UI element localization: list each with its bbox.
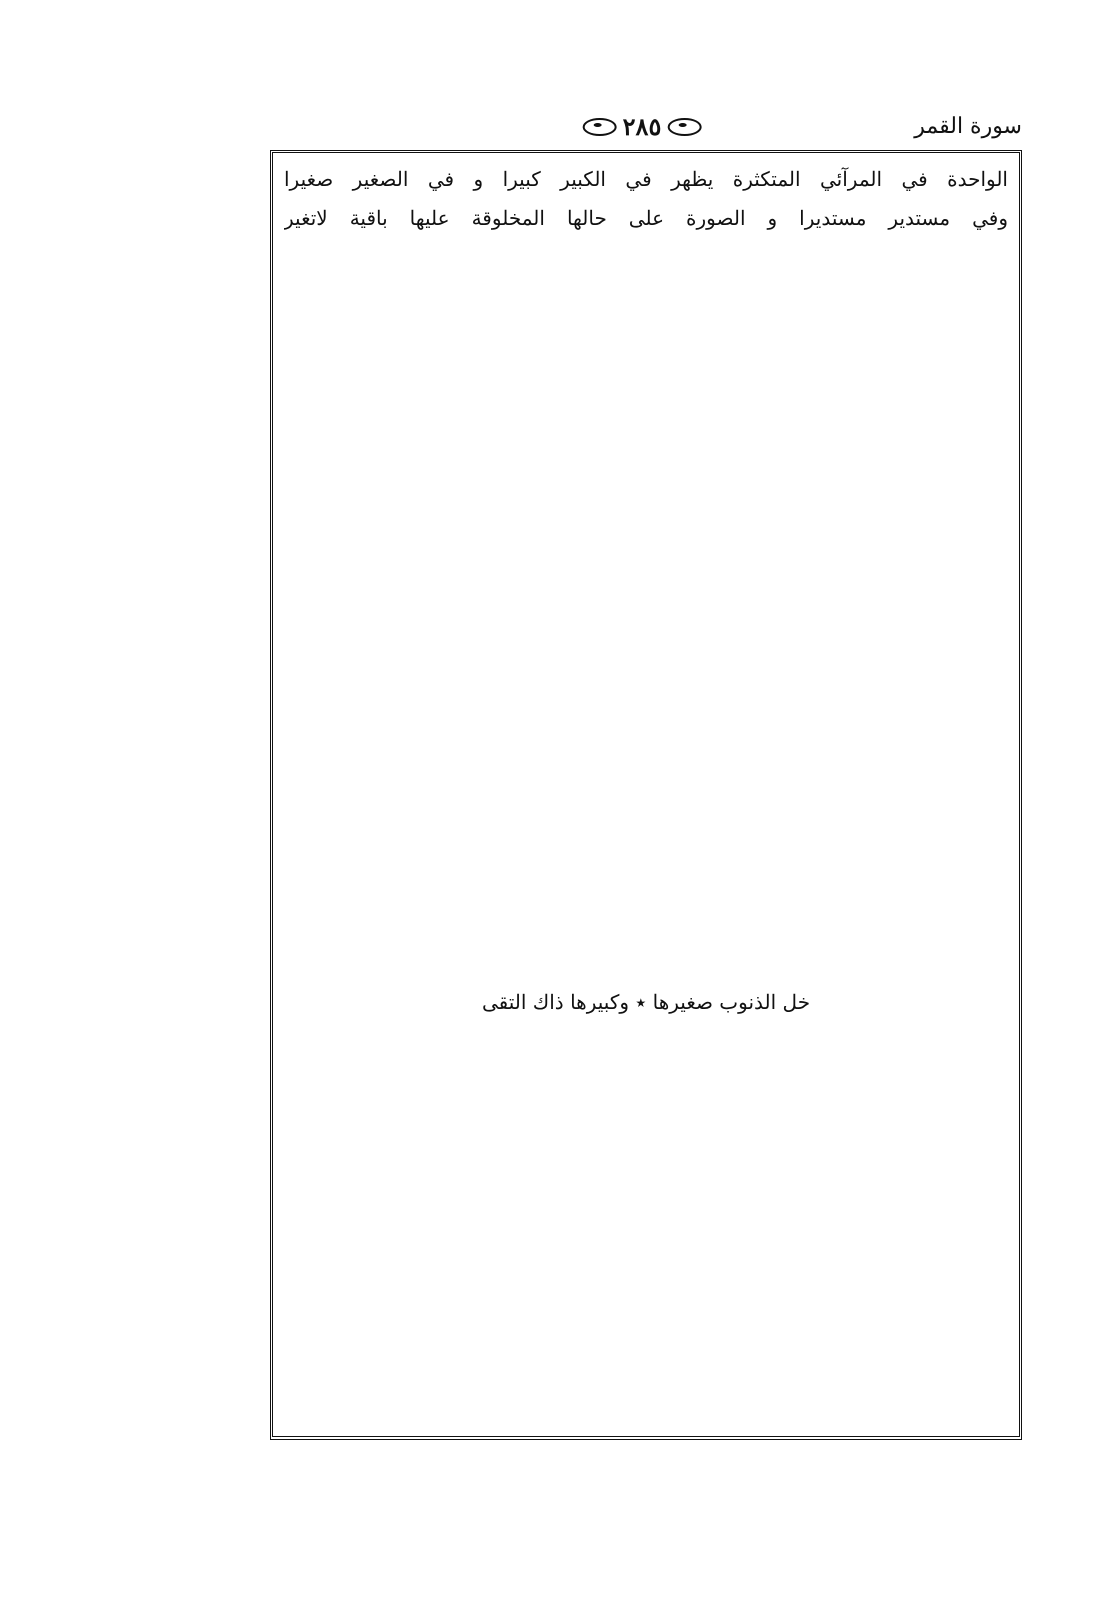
text-line (284, 1179, 1008, 1218)
right-ornament-icon (667, 118, 701, 136)
left-ornament-icon (583, 118, 617, 136)
verse-line: خل الذنوب صغيرها ٭ وكبيرها ذاك التقى (481, 989, 811, 1014)
text-line (284, 591, 1008, 630)
text-line (284, 238, 1008, 277)
text-line (284, 1453, 1008, 1492)
text-line (284, 1101, 1008, 1140)
text-line (284, 905, 1008, 944)
page-number-group (583, 112, 702, 141)
text-line (284, 669, 1008, 708)
text-line (284, 1571, 1008, 1610)
text-line (284, 1336, 1008, 1375)
text-line (284, 317, 1008, 356)
text-line (284, 1532, 1008, 1571)
text-line (284, 709, 1008, 748)
text-line (284, 1414, 1008, 1453)
text-line (284, 826, 1008, 865)
text-line (284, 278, 1008, 317)
text-line: وفي مستدير مستديرا و الصورة على حالها المخلوقة عليها باقية لاتغير (284, 206, 1008, 231)
text-line (284, 552, 1008, 591)
text-line (284, 356, 1008, 395)
verse-line (284, 1061, 1008, 1100)
running-header (262, 112, 1022, 148)
text-line (284, 748, 1008, 787)
text-line: الواحدة في المرآئي المتكثرة يظهر في الكبير كبيرا و في الصغير صغيرا (284, 167, 1008, 191)
text-line (284, 1218, 1008, 1257)
page-number: ٢٨٥ (622, 112, 662, 141)
text-line (284, 1140, 1008, 1179)
surah-title: سورة القمر (914, 114, 1022, 139)
text-line (284, 434, 1008, 473)
main-text (284, 160, 1008, 1610)
text-line (284, 1492, 1008, 1531)
text-line (284, 1257, 1008, 1296)
text-line (284, 1375, 1008, 1414)
text-line (284, 630, 1008, 669)
text-line (284, 474, 1008, 513)
verse-line (284, 1022, 1008, 1061)
text-line (284, 513, 1008, 552)
text-line (284, 865, 1008, 904)
text-line (284, 395, 1008, 434)
text-line (284, 787, 1008, 826)
text-line (284, 1296, 1008, 1335)
text-line (284, 944, 1008, 983)
